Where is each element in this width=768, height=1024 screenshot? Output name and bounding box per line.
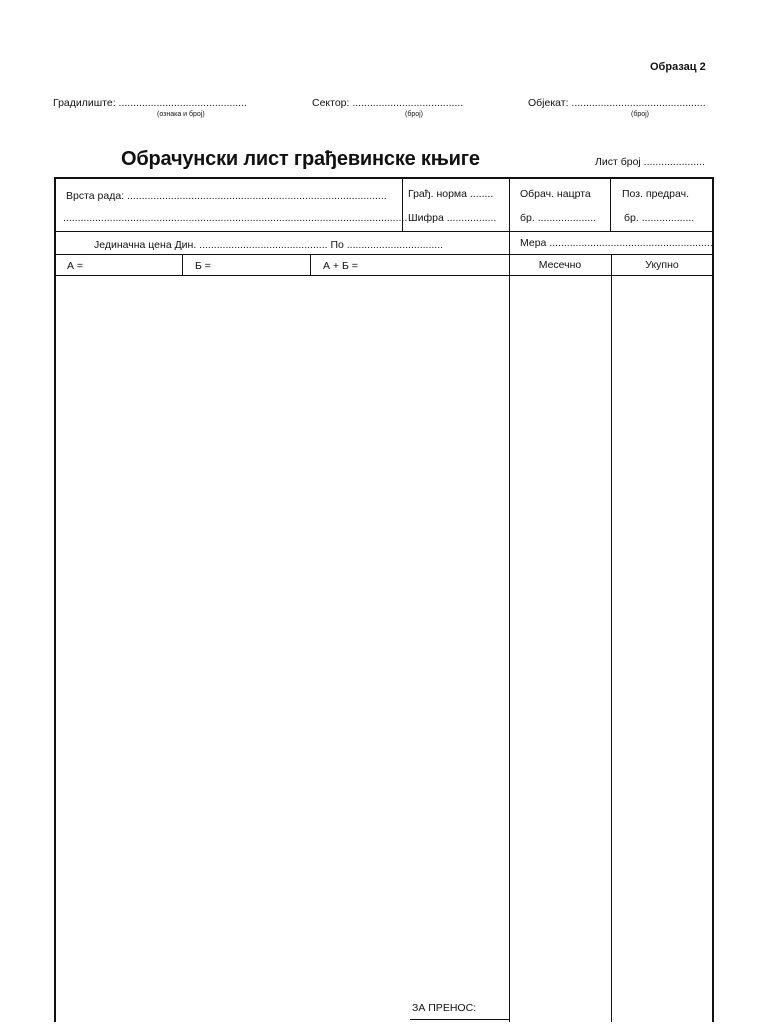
col-divider-b <box>182 254 183 276</box>
carry-over-label: ЗА ПРЕНОС: <box>412 1002 477 1014</box>
sector-field-hint: (број) <box>405 111 424 118</box>
work-type-label: Врста рада: ......................................................................................... <box>66 190 387 202</box>
calc-draft-number: бр. .................... <box>520 212 597 224</box>
construction-norm-label: Грађ. норма ........ <box>408 188 494 200</box>
column-monthly-header: Месечно <box>538 259 582 271</box>
col-divider-monthly <box>509 178 510 1022</box>
unit-price-label: Јединачна цена Дин. ............................................ По ................................. <box>94 239 444 251</box>
site-field-label: Градилиште: ............................................ <box>53 97 247 109</box>
row-divider-1 <box>54 231 714 232</box>
row-divider-2 <box>54 254 714 255</box>
col-divider-ab <box>310 254 311 276</box>
column-total-header: Укупно <box>645 259 679 271</box>
column-a-plus-b-header: А + Б = <box>323 260 358 272</box>
document-title: Обрачунски лист грађевинске књиге <box>121 148 480 170</box>
object-field-hint: (број) <box>631 111 650 118</box>
row-divider-3 <box>54 275 714 276</box>
site-field-hint: (ознака и број) <box>157 111 205 118</box>
position-estimate-number: бр. .................. <box>624 212 695 224</box>
col-divider-total <box>611 254 612 1022</box>
col-divider-estimate-top <box>610 178 611 232</box>
sheet-number: Лист број ..................... <box>595 156 705 168</box>
code-label: Шифра ................. <box>408 212 497 224</box>
column-b-header: Б = <box>195 260 211 272</box>
table-right-border <box>712 177 714 1022</box>
form-number: Образац 2 <box>650 61 706 73</box>
object-field-label: Објекат: .............................................. <box>528 97 706 109</box>
position-estimate-label: Поз. предрач. <box>622 188 690 200</box>
sector-field-label: Сектор: ...................................... <box>312 97 464 109</box>
column-a-header: А = <box>67 260 84 272</box>
carry-over-underline <box>410 1019 510 1020</box>
measure-label: Мера ........................................................ <box>520 237 713 249</box>
table-top-border <box>54 177 714 179</box>
table-left-border <box>54 177 56 1022</box>
calc-draft-label: Обрач. нацрта <box>520 188 591 200</box>
work-type-line-2: ...................................................................................................................... <box>63 212 408 224</box>
